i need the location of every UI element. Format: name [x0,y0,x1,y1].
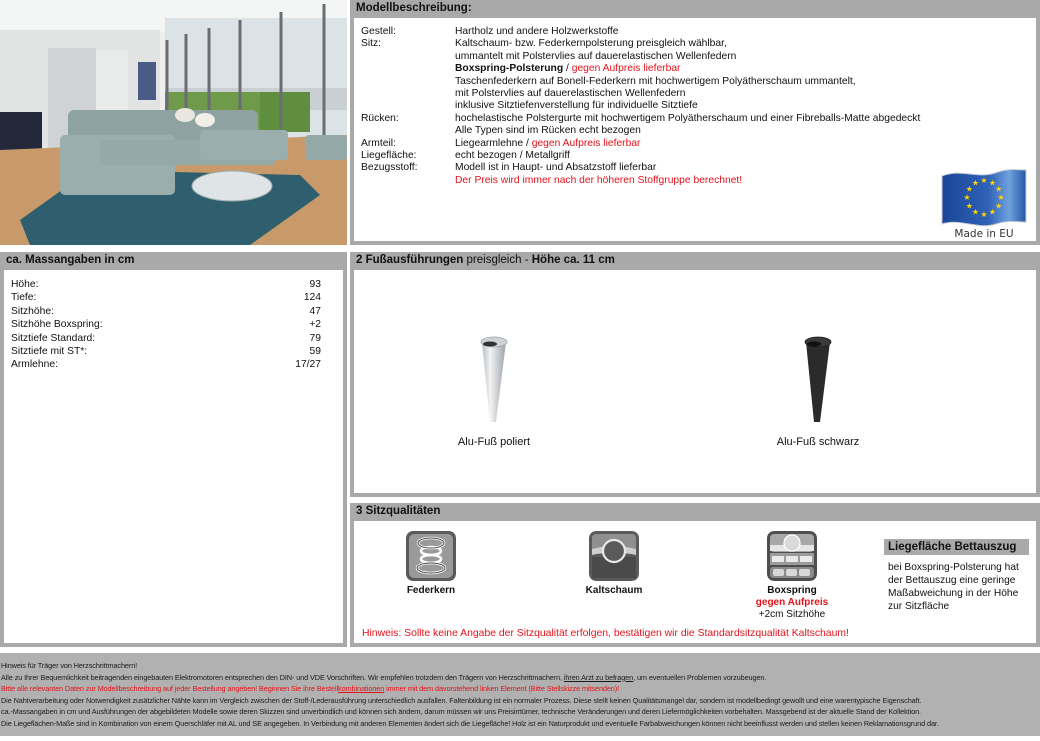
description-row [361,138,920,150]
description-text: Taschenfederkern auf Bonell-Federkern mit hochwertigem Polyätherschaum ummantelt, [455,75,856,87]
polished-foot-icon [476,334,512,426]
description-value [455,63,680,75]
measurement-label: Tiefe: [11,292,37,304]
footer-lying-surface-note: Die Liegeflächen-Maße sind in Kombination von einem Querschläfer mit AL und SE angegeben. In Verbindung mit anderen Elementen ändert sich die Liegefläche! Holz ist ein Naturprodukt und eventuelle Farbabweichungen können nicht beeinflusst werden und stellen keinen Reklamationsgrund dar. [1,718,939,728]
description-label: Liegefläche: [361,150,417,162]
description-row [361,113,920,125]
seat-option-kaltschaum [574,531,654,596]
description-row [361,51,920,63]
footer-pacemaker-heading: Hinweis für Träger von Herzschrittmachern! [1,661,138,670]
description-text: Modell ist in Haupt- und Absatzstoff lieferbar [455,162,657,174]
black-foot-icon [800,334,836,426]
measurement-value: 79 [309,332,321,344]
description-value [455,26,619,38]
description-label [361,175,455,187]
feet-title [350,252,1040,268]
measurement-value: +2 [309,319,321,331]
foot-option-polished-label: Alu-Fuß poliert [457,436,531,448]
eu-star-icon: ★ [980,176,988,185]
description-value [455,113,920,125]
description-row [361,38,920,50]
description-value [455,76,856,88]
footer-line3-text: Bitte alle relevanten Daten zur Modellbeschreibung auf jeder Bestellung angeben! Beginnen Sie ihre Bestell [1,684,339,694]
seat-qualities-panel [350,503,1040,647]
boxspring-height-note: +2cm Sitzhöhe [758,609,826,620]
description-text: Hartholz und andere Holzwerkstoffe [455,26,619,37]
measurement-value: 59 [309,346,321,358]
measurement-row [11,291,321,304]
measurement-label: Sitzhöhe Boxspring: [11,319,103,331]
description-label: Sitz: [361,38,382,50]
measurement-value: 124 [303,292,321,304]
seat-option-boxspring [747,531,837,620]
footer-line2-end: , um eventuellen Problemen vorzubeugen. [633,672,767,682]
footer-dimensions-note: ca.-Massangaben in cm und Ausführungen der abgebildeten Modelle sowie deren Skizzen sind unverbindlich und können sich ändern, darum müssen wir uns Preisirrtümer, technische Veränderungen und deren Liefermöglichkeiten vorbehalten. Massgebend ist der aktuelle Stand der Kollektion. [1,707,921,717]
footer-doctor-link[interactable]: ihren Arzt zu befragen [563,672,634,682]
description-value [455,51,736,63]
description-text: ummantelt mit Polstervlies auf dauerelastischen Wellenfedern [455,50,737,62]
measurement-label: Sitztiefe Standard: [11,332,96,344]
description-label [361,76,455,88]
footer-seam-note: Die Nahtverarbeitung oder Notwendigkeit zusätzlicher Nähte kann im Vergleich zwischen der Stoff-/Lederausführung unterschiedlich ausfallen. Faltenbildung ist ein normaler Prozess. Diese stellt keinen Qualitätsmangel dar, sondern ist modellbedingt gewollt und eine warentypische Eigenschaft. [1,695,922,705]
seat-qualities-title: 3 Sitzqualitäten [356,505,441,517]
description-value [455,150,570,162]
description-row [361,125,920,137]
measurement-row [11,318,321,331]
feet-title-height: Höhe ca. 11 cm [531,254,615,266]
seat-option-federkern [396,531,466,596]
bed-extension-text: bei Boxspring-Polsterung hat der Bettauszug eine geringe Maßabweichung in der Höhe zur Sitzfläche [888,562,1019,612]
description-row [361,100,920,112]
living-room-image [0,0,347,245]
eu-star-icon: ★ [988,178,997,188]
description-row [361,162,920,174]
eu-star-icon: ★ [980,210,988,219]
made-in-eu-badge [938,164,1030,240]
description-label [361,63,455,75]
description-value [455,88,685,100]
description-value [455,38,727,50]
measurement-label: Sitzhöhe: [11,305,54,317]
footer-order-note [1,683,939,695]
eu-star-icon: ★ [997,193,1005,202]
description-label: Armteil: [361,137,396,149]
eu-star-icon: ★ [971,178,980,188]
footer-line2-text: Alle zu Ihrer Bequemlichkeit beitragenden eingebauten Elektromotoren entsprechen den DIN- und VDE Vorschriften. Wir empfehlen trotzdem den Trägern von Herzschrittmachern, [1,672,564,682]
bed-extension-box [884,539,1029,613]
model-description-panel [350,0,1040,245]
product-photo [0,0,347,245]
description-label [361,88,455,100]
description-text: hochelastische Polstergurte mit hochwertigem Polyätherschaum und einer Fibreballs-Matte abgedeckt [455,112,921,124]
eu-star-icon: ★ [965,201,973,211]
measurement-row [11,278,321,291]
description-row [361,63,920,75]
description-text: / [563,63,572,75]
measurement-value: 93 [309,279,321,290]
description-label [361,100,455,112]
feet-panel [350,252,1040,497]
seat-option-federkern-label: Federkern [406,585,456,596]
boxspring-surcharge-note: gegen Aufpreis [755,597,829,608]
measurement-value: 17/27 [295,359,321,371]
seat-option-boxspring-label: Boxspring [767,585,817,596]
footer-pacemaker-text [1,672,939,684]
eu-star-icon: ★ [995,201,1003,211]
measurement-row [11,358,321,371]
feet-title-bold: 2 Fußausführungen [356,254,464,266]
eu-star-icon: ★ [988,207,997,217]
description-value [455,162,656,174]
description-value [455,175,742,187]
description-row [361,76,920,88]
boxspring-icon [767,531,817,581]
foam-icon [589,531,639,581]
measurement-label: Höhe: [11,279,39,290]
measurement-row [11,332,321,345]
measurements-panel [0,252,347,647]
description-value [455,125,641,137]
description-text: mit Polstervlies auf dauerelastischen Wellenfedern [455,88,686,100]
description-text: echt bezogen / Metallgriff [455,150,570,162]
eu-flag-icon [938,164,1030,240]
eu-star-icon: ★ [963,193,971,202]
description-text: gegen Aufpreis lieferbar [531,137,641,149]
description-text: Kaltschaum- bzw. Federkernpolsterung preisgleich wählbar, [455,38,727,50]
foot-option-black-label: Alu-Fuß schwarz [776,436,860,448]
description-value [455,138,640,150]
description-text: Der Preis wird immer nach der höheren Stoffgruppe berechnet! [455,174,743,186]
description-text: inklusive Sitztiefenverstellung für individuelle Sitztiefe [455,100,698,112]
model-description-title: Modellbeschreibung: [356,2,472,14]
measurement-value: 47 [309,305,321,317]
description-label: Bezugsstoff: [361,162,418,174]
measurement-row [11,345,321,358]
description-label: Rücken: [361,112,399,124]
description-label [361,51,455,63]
measurement-label: Armlehne: [11,359,58,371]
seat-option-kaltschaum-label: Kaltschaum [585,585,643,596]
measurements-list [11,278,321,372]
model-description-table [361,26,920,187]
made-in-eu-label: Made in EU [954,228,1014,240]
feet-title-normal: preisgleich - [463,254,532,266]
description-row [361,88,920,100]
bed-extension-title: Liegefläche Bettauszug [884,539,1029,555]
description-value [455,100,698,112]
footer-combinations-link[interactable]: kombinationen [338,684,385,694]
eu-star-icon: ★ [971,207,980,217]
eu-star-icon: ★ [995,184,1003,194]
eu-star-icon: ★ [965,184,973,194]
description-row [361,175,920,187]
description-row [361,26,920,38]
description-text: Liegearmlehne / [455,137,532,149]
measurements-title: ca. Massangaben in cm [6,254,135,266]
description-text: Boxspring-Polsterung [455,63,564,75]
description-text: gegen Aufpreis lieferbar [571,63,681,75]
description-label: Gestell: [361,26,396,37]
seat-quality-hint: Hinweis: Sollte keine Angabe der Sitzqualität erfolgen, bestätigen wir die Standardsitzqualität Kaltschaum! [362,628,849,639]
foot-option-polished [444,334,544,448]
footer-notes [0,653,1040,736]
measurement-row [11,305,321,318]
measurement-label: Sitztiefe mit ST*: [11,346,88,358]
foot-option-black [768,334,868,448]
description-label [361,125,455,137]
footer-line3-end: immer mit dem davorstehend linken Element (Bitte Stellskizze mitsenden)! [384,684,620,694]
spring-icon [406,531,456,581]
description-text: Alle Typen sind im Rücken echt bezogen [455,125,641,137]
description-row [361,150,920,162]
